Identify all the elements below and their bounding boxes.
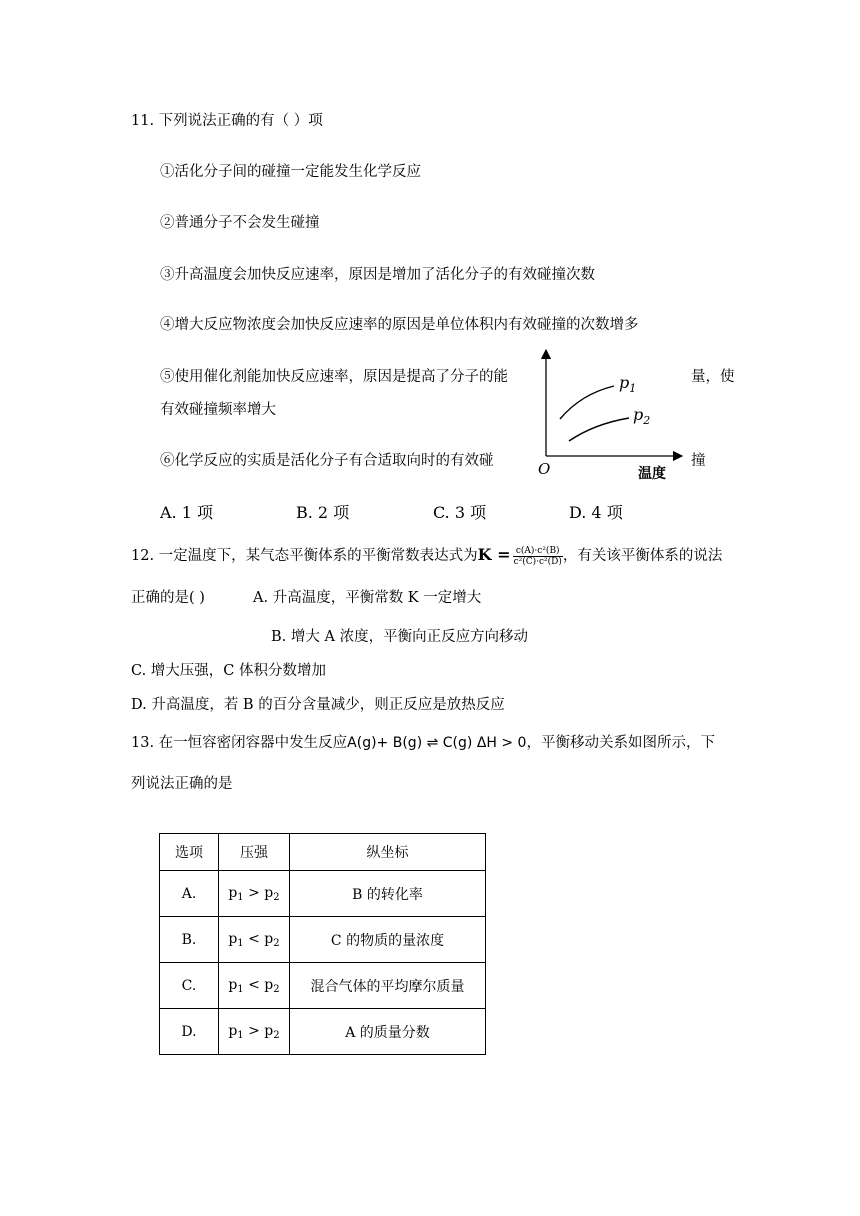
- q11-stem: 11. 下列说法正确的有（ ）项: [131, 113, 323, 129]
- row-pressure: $p_1 > p_2$: [219, 1009, 290, 1055]
- q13-stem-text: 13. 在一恒容密闭容器中发生反应: [131, 735, 348, 751]
- row-option: C.: [160, 963, 219, 1009]
- table-row: [160, 1009, 486, 1055]
- row-option: D.: [160, 1009, 219, 1055]
- q11-item-3: ③升高温度会加快反应速率，原因是增加了活化分子的有效碰撞次数: [160, 267, 595, 283]
- x-axis-label: 温度: [638, 466, 666, 482]
- row-ordinate: A 的质量分数: [290, 1009, 486, 1055]
- q13-reaction-equation: A(g)+ B(g) ⇌ C(g) ΔH > 0: [347, 735, 527, 751]
- row-ordinate: C 的物质的量浓度: [290, 917, 486, 963]
- q11-item-5-part3: 有效碰撞频率增大: [160, 402, 276, 418]
- row-pressure: $p_1 < p_2$: [219, 917, 290, 963]
- q12-option-a: A. 升高温度，平衡常数 K 一定增大: [253, 590, 482, 606]
- curve-p2-label: $p_2$: [633, 405, 651, 427]
- q11-item-2: ②普通分子不会发生碰撞: [160, 215, 320, 231]
- q12-option-b: B. 增大 A 浓度，平衡向正反应方向移动: [271, 629, 529, 645]
- row-option: B.: [160, 917, 219, 963]
- row-pressure: $p_1 > p_2$: [219, 871, 290, 917]
- q11-item-6-part1: ⑥化学反应的实质是活化分子有合适取向时的有效碰: [160, 453, 494, 469]
- q11-pressure-temperature-figure: [536, 348, 686, 486]
- origin-label: O: [538, 460, 551, 478]
- q11-option-d: D. 4 项: [569, 503, 623, 522]
- q11-option-a: A. 1 项: [160, 503, 213, 522]
- q11-item-6-part2: 撞: [691, 453, 706, 469]
- k-expression: [513, 546, 563, 567]
- q12-stem-tail: ，有关该平衡体系的说法: [562, 548, 723, 564]
- table-row: [160, 917, 486, 963]
- table-header-row: [160, 834, 486, 871]
- q13-options-table: [159, 833, 486, 1055]
- q13-stem-tail: ，平衡移动关系如图所示，下: [526, 735, 715, 751]
- q12-option-c: C. 增大压强，C 体积分数增加: [131, 663, 326, 679]
- k-symbol: K =: [477, 545, 511, 564]
- q13-stem-line2: 列说法正确的是: [131, 776, 233, 792]
- q11-item-1: ①活化分子间的碰撞一定能发生化学反应: [160, 164, 421, 180]
- q11-option-b: B. 2 项: [296, 503, 350, 522]
- curve-p1-label: $p_1$: [619, 373, 637, 395]
- curve-p2: [569, 418, 629, 441]
- q11-option-c: C. 3 项: [433, 503, 487, 522]
- curve-p1: [560, 386, 614, 419]
- row-ordinate: B 的转化率: [290, 871, 486, 917]
- k-denominator: c²(C)·c²(D): [513, 556, 562, 567]
- q13-stem-line1: [131, 731, 715, 755]
- row-option: A.: [160, 871, 219, 917]
- q12-stem-line2: 正确的是( ): [131, 590, 205, 606]
- q12-stem-line1: [131, 542, 722, 569]
- table-row: [160, 871, 486, 917]
- q12-option-d: D. 升高温度，若 B 的百分含量减少，则正反应是放热反应: [131, 697, 505, 713]
- row-pressure: $p_1 < p_2$: [219, 963, 290, 1009]
- q11-item-5-part2: 量，使: [691, 369, 735, 385]
- q11-item-4: ④增大反应物浓度会加快反应速率的原因是单位体积内有效碰撞的次数增多: [160, 317, 639, 333]
- header-ordinate: 纵坐标: [290, 834, 486, 871]
- table-row: [160, 963, 486, 1009]
- row-ordinate: 混合气体的平均摩尔质量: [290, 963, 486, 1009]
- k-numerator: c(A)·c²(B): [513, 546, 563, 557]
- header-pressure: 压强: [219, 834, 290, 871]
- q11-item-5-part1: ⑤使用催化剂能加快反应速率，原因是提高了分子的能: [160, 369, 508, 385]
- q12-stem-text: 12. 一定温度下，某气态平衡体系的平衡常数表达式为: [131, 548, 478, 564]
- header-option: 选项: [160, 834, 219, 871]
